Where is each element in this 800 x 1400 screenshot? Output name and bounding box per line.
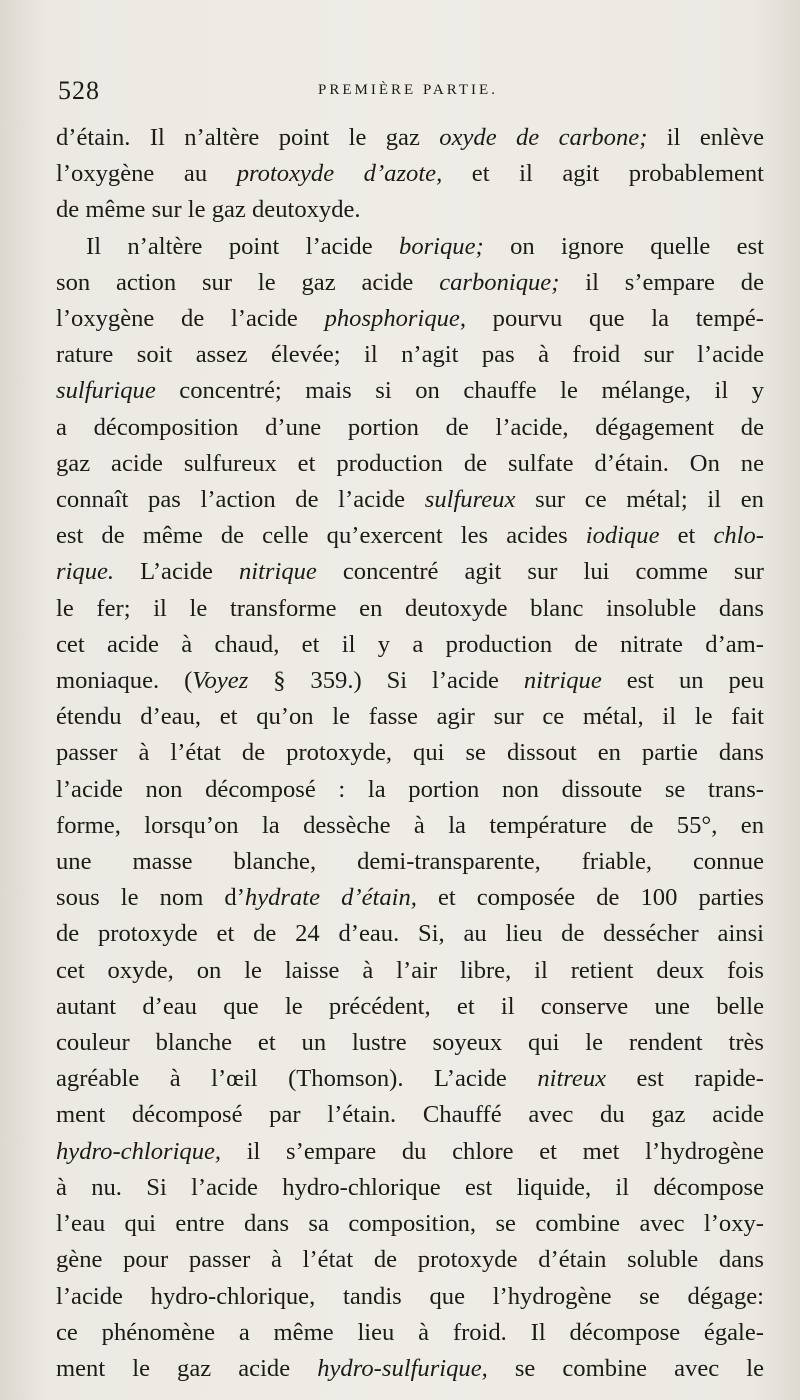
text-run: l’eau qui entre dans sa composition, se combine avec l’oxy-	[56, 1210, 764, 1238]
italic-term: nitrique	[523, 667, 602, 695]
text-run: l’oxygène de l’acide	[56, 305, 325, 333]
text-line	[56, 265, 764, 301]
text-run: de protoxyde et de 24 d’eau. Si, au lieu de dessécher ainsi	[56, 920, 764, 948]
text-line	[56, 953, 764, 989]
text-line	[56, 808, 764, 844]
text-line	[56, 1351, 764, 1387]
paragraph	[56, 120, 764, 229]
running-head: PREMIÈRE PARTIE.	[318, 82, 498, 98]
text-line	[56, 844, 764, 880]
text-run: on ignore quelle est	[483, 232, 764, 260]
text-run: l’oxygène au	[56, 160, 237, 188]
text-run: et	[659, 522, 714, 550]
paragraph	[56, 229, 764, 1388]
text-line	[56, 518, 764, 554]
italic-term: borique;	[399, 232, 484, 260]
text-line	[56, 1279, 764, 1315]
text-run: ce phénomène a même lieu à froid. Il décompose égale-	[56, 1318, 764, 1346]
text-run: § 359.) Si l’acide	[248, 667, 524, 695]
text-run: une masse blanche, demi-transparente, friable, connue	[56, 848, 764, 876]
text-line	[56, 1315, 764, 1351]
text-run: son action sur le gaz acide	[56, 268, 440, 296]
italic-term: hydro-sulfurique,	[317, 1354, 488, 1382]
text-line	[56, 301, 764, 337]
text-run: étendu d’eau, et qu’on le fasse agir sur ce métal, il le fait	[56, 703, 764, 731]
text-line	[56, 373, 764, 409]
text-run: il enlève	[647, 124, 764, 151]
text-line	[56, 880, 764, 916]
text-run: de même sur le gaz deutoxyde.	[56, 196, 361, 224]
text-run: l’acide non décomposé : la portion non dissoute se trans-	[56, 775, 764, 803]
text-line	[56, 699, 764, 735]
text-run: passer à l’état de protoxyde, qui se dissout en partie dans	[56, 739, 764, 767]
text-run: concentré; mais si on chauffe le mélange, il y	[155, 377, 764, 405]
text-line	[56, 192, 764, 228]
text-run: L’acide	[114, 558, 239, 586]
text-line	[56, 916, 764, 952]
text-line	[56, 989, 764, 1025]
italic-term: nitreux	[537, 1065, 607, 1093]
text-run: il s’empare de	[559, 268, 764, 296]
text-line	[56, 735, 764, 771]
italic-term: oxyde de carbone;	[439, 124, 648, 151]
text-run: est rapide-	[606, 1065, 764, 1093]
italic-term: phosphorique,	[324, 305, 466, 333]
italic-term: iodique	[585, 522, 660, 550]
italic-term: protoxyde d’azote,	[236, 160, 443, 188]
text-line	[56, 1061, 764, 1097]
italic-term: sulfureux	[424, 486, 516, 514]
text-run: autant d’eau que le précédent, et il conserve une belle	[56, 992, 764, 1020]
text-run: sous le nom d’	[56, 884, 245, 912]
italic-term: rique.	[56, 558, 115, 586]
text-line	[56, 1134, 764, 1170]
text-line	[56, 627, 764, 663]
text-run: et il agit probablement	[442, 160, 764, 188]
text-run: a décomposition d’une portion de l’acide, dégagement de	[56, 413, 764, 441]
text-line	[56, 120, 764, 156]
text-run: cet oxyde, on le laisse à l’air libre, il retient deux fois	[56, 956, 764, 984]
text-run: ment le gaz acide	[56, 1354, 318, 1382]
text-run: l’acide hydro-chlorique, tandis que l’hydrogène se dégage:	[56, 1282, 764, 1310]
text-run: forme, lorsqu’on la dessèche à la température de 55°, en	[56, 811, 764, 839]
text-line	[56, 772, 764, 808]
page-header	[58, 76, 758, 106]
text-run: connaît pas l’action de l’acide	[56, 486, 425, 514]
text-run: pourvu que la tempé-	[465, 305, 764, 333]
text-run: le fer; il le transforme en deutoxyde blanc insoluble dans	[56, 594, 764, 622]
body-text	[56, 120, 764, 1387]
text-line	[56, 1170, 764, 1206]
text-line	[56, 410, 764, 446]
text-line	[56, 663, 764, 699]
text-line	[56, 229, 764, 265]
text-run: gaz acide sulfureux et production de sulfate d’étain. On ne	[56, 449, 764, 477]
text-line	[56, 446, 764, 482]
text-run: il s’empare du chlore et met l’hydrogène	[221, 1137, 764, 1165]
text-run: est de même de celle qu’exercent les acides	[56, 522, 586, 550]
text-run: à nu. Si l’acide hydro-chlorique est liquide, il décompose	[56, 1173, 764, 1201]
text-run: agréable à l’œil (Thomson). L’acide	[56, 1065, 538, 1093]
text-run: se combine avec le	[487, 1354, 765, 1382]
text-line	[56, 1025, 764, 1061]
page-number: 528	[58, 76, 100, 105]
text-line	[56, 337, 764, 373]
italic-term: sulfurique	[56, 377, 156, 405]
text-line	[56, 591, 764, 627]
text-line	[56, 554, 764, 590]
text-run: gène pour passer à l’état de protoxyde d’étain soluble dans	[56, 1246, 764, 1274]
italic-term: Voyez	[192, 667, 249, 695]
text-run: est un peu	[601, 667, 764, 695]
text-line	[56, 1206, 764, 1242]
text-run: moniaque. (	[56, 667, 193, 695]
italic-term: hydrate d’étain,	[244, 884, 417, 912]
text-run: couleur blanche et un lustre soyeux qui le rendent très	[56, 1029, 764, 1057]
text-line	[56, 156, 764, 192]
italic-term: chlo-	[713, 522, 764, 550]
text-run: d’étain. Il n’altère point le gaz	[56, 124, 440, 151]
text-run: ment décomposé par l’étain. Chauffé avec du gaz acide	[56, 1101, 764, 1129]
italic-term: nitrique	[238, 558, 317, 586]
text-run: sur ce métal; il en	[515, 486, 764, 514]
text-line	[56, 482, 764, 518]
text-line	[56, 1097, 764, 1133]
text-run: Il n’altère point l’acide	[86, 232, 400, 260]
text-run: et composée de 100 parties	[416, 884, 765, 912]
italic-term: hydro-chlorique,	[56, 1137, 222, 1165]
text-line	[56, 1242, 764, 1278]
text-run: rature soit assez élevée; il n’agit pas à froid sur l’acide	[56, 341, 764, 369]
text-run: cet acide à chaud, et il y a production de nitrate d’am-	[56, 630, 764, 658]
text-run: concentré agit sur lui comme sur	[316, 558, 764, 586]
italic-term: carbonique;	[439, 268, 560, 296]
